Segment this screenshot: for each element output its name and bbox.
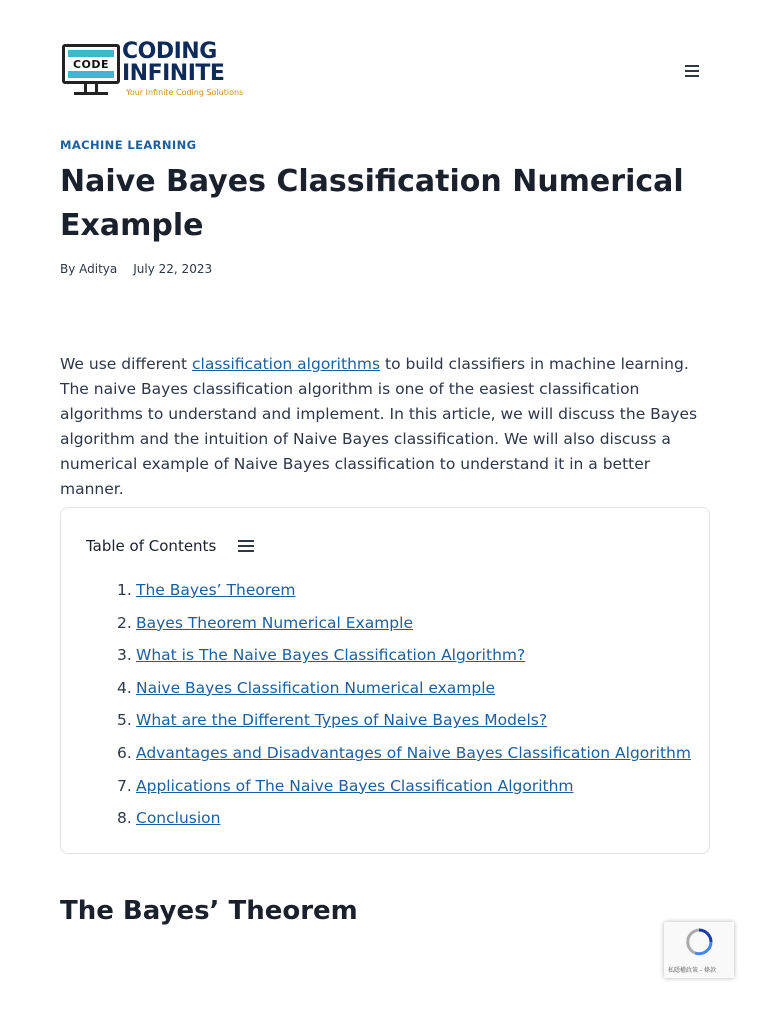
toc-link-advantages-disadvantages[interactable]: Advantages and Disadvantages of Naive Bayes Classification Algorithm [136, 743, 691, 762]
post-date: July 22, 2023 [133, 262, 213, 276]
recaptcha-badge[interactable] [664, 922, 734, 978]
toc-item [117, 741, 691, 774]
toc-item [117, 611, 691, 644]
monitor-stand [84, 84, 98, 92]
toc-item-number: 3. [117, 646, 132, 665]
toc-item-number: 7. [117, 776, 132, 795]
toc-link-bayes-theorem[interactable]: The Bayes’ Theorem [136, 581, 296, 599]
site-logo[interactable] [62, 39, 262, 102]
intro-text-rest: to build classifiers in machine learning. The naive Bayes classification algorithm is one of the easiest classification algorithms to understand and implement. In this article, we will discuss the Bayes algorithm and the intuition of Naive Bayes classification. We will also discuss a numerical example of Naive Bayes classification to understand it in a better manner. [60, 355, 698, 498]
toc-heading: Table of Contents [86, 537, 217, 555]
monitor-icon [62, 44, 120, 84]
menu-line-1 [685, 65, 699, 67]
monitor-bar-top [68, 50, 114, 57]
toc-item [117, 708, 691, 741]
toc-link-bayes-numerical-example[interactable]: Bayes Theorem Numerical Example [136, 613, 413, 632]
toc-item-number: 6. [117, 743, 132, 762]
logo-title-line1: CODING [122, 39, 217, 64]
menu-line-3 [685, 75, 699, 77]
toc-toggle-line-1 [238, 540, 254, 542]
classification-algorithms-link[interactable]: classification algorithms [192, 355, 381, 373]
post-meta [60, 262, 212, 276]
toc-item-number: 8. [117, 809, 132, 828]
toc-item [117, 806, 691, 839]
logo-tagline: Your Infinite Coding Solutions [126, 88, 244, 97]
recaptcha-icon [664, 922, 734, 962]
toc-link-applications[interactable]: Applications of The Naive Bayes Classification Algorithm [136, 776, 574, 795]
toc-item [117, 676, 691, 709]
table-of-contents [60, 507, 710, 854]
toc-item [117, 774, 691, 807]
toc-list [117, 578, 691, 839]
logo-title-line2: INFINITE [122, 61, 225, 86]
intro-paragraph [60, 352, 705, 502]
logo-title [122, 41, 224, 85]
toc-link-naive-bayes-numerical[interactable]: Naive Bayes Classification Numerical example [136, 678, 496, 697]
intro-text-start: We use different [60, 355, 192, 373]
category-link[interactable]: MACHINE LEARNING [60, 138, 197, 152]
toc-item [117, 643, 691, 676]
list-toggle-icon[interactable] [237, 538, 255, 554]
toc-link-conclusion[interactable]: Conclusion [136, 809, 221, 828]
toc-item-number: 2. [117, 613, 132, 632]
monitor-bar-bottom [68, 71, 114, 78]
toc-item-number: 1. [117, 581, 132, 599]
toc-link-what-is-naive-bayes[interactable]: What is The Naive Bayes Classification Algorithm? [136, 646, 526, 665]
toc-link-types-of-models[interactable]: What are the Different Types of Naive Bayes Models? [136, 711, 548, 730]
toc-item-number: 5. [117, 711, 132, 730]
section-heading: The Bayes’ Theorem [60, 896, 358, 926]
recaptcha-legal-text[interactable]: 私隱權政策 - 條款 [668, 967, 716, 974]
page-title: Naive Bayes Classification Numerical Example [60, 164, 684, 243]
toc-item-number: 4. [117, 678, 132, 697]
toc-toggle-line-2 [238, 545, 254, 547]
menu-line-2 [685, 70, 699, 72]
logo-monitor-text: CODE [72, 58, 110, 71]
author-link[interactable]: By Aditya [60, 262, 118, 276]
toc-item [117, 578, 691, 611]
toc-toggle-line-3 [238, 550, 254, 552]
monitor-base [74, 92, 108, 95]
hamburger-menu-icon[interactable] [682, 62, 702, 80]
